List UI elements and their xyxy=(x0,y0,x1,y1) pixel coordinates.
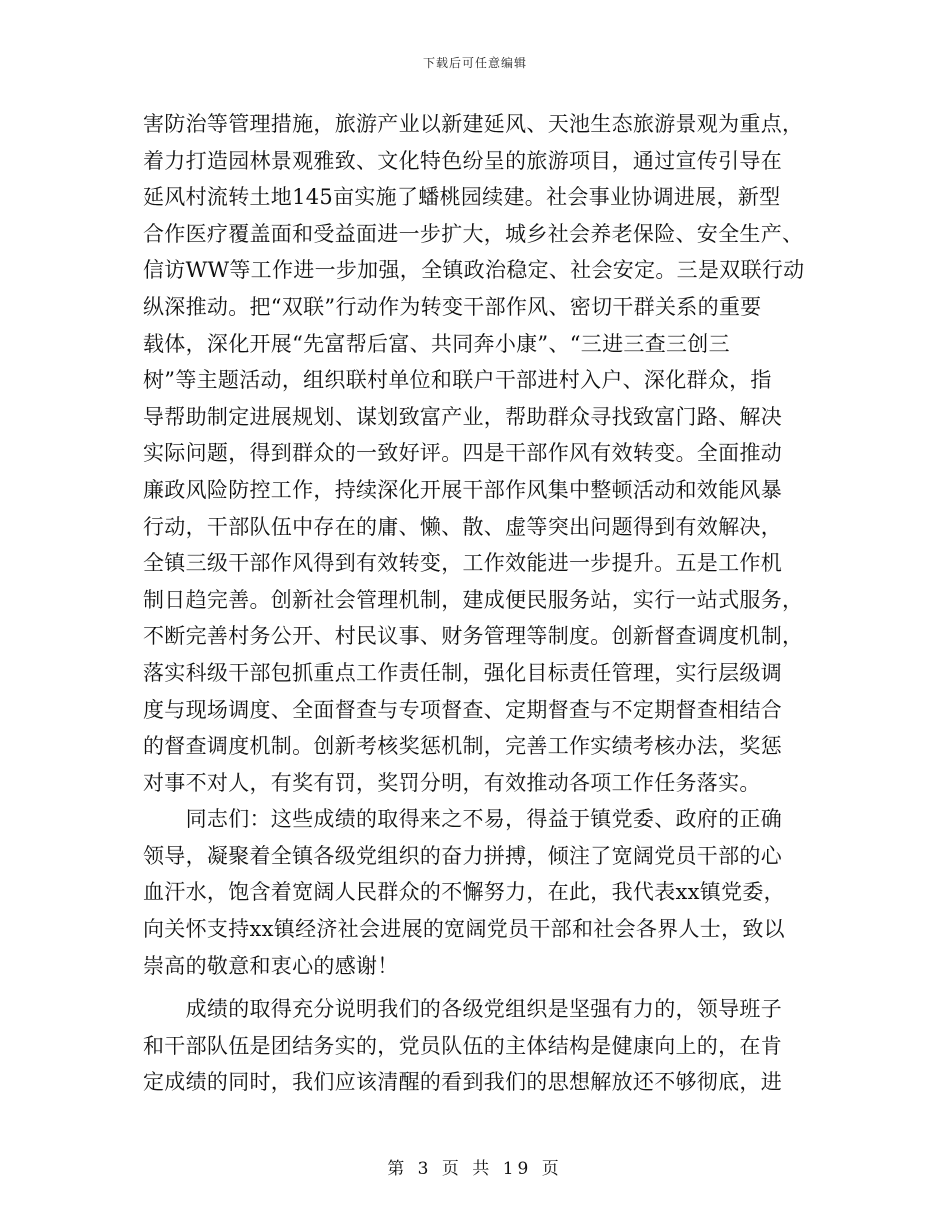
body-line: 害防治等管理措施，旅游产业以新建延风、天池生态旅游景观为重点， xyxy=(143,112,804,136)
page-number: 第 3 页 共 19 页 xyxy=(387,1159,563,1179)
body-line: 向关怀支持xx镇经济社会进展的宽阔党员干部和社会各界人士，致以 xyxy=(143,917,785,942)
body-line: 的督查调度机制。创新考核奖惩机制，完善工作实绩考核办法，奖惩 xyxy=(143,734,782,759)
body-line: 载体，深化开展“先富帮后富、共同奔小康”、“三进三查三创三 xyxy=(143,331,730,356)
body-line: 定成绩的同时，我们应该清醒的看到我们的思想解放还不够彻底，进 xyxy=(143,1070,782,1095)
body-line: 行动，干部队伍中存在的庸、懒、散、虚等突出问题得到有效解决， xyxy=(143,514,782,539)
body-line: 同志们：这些成绩的取得来之不易，得益于镇党委、政府的正确 xyxy=(143,807,782,832)
body-line: 和干部队伍是团结务实的，党员队伍的主体结构是健康向上的，在肯 xyxy=(143,1033,782,1058)
body-line: 延风村流转土地145亩实施了蟠桃园续建。社会事业协调进展，新型 xyxy=(143,185,781,210)
body-line: 成绩的取得充分说明我们的各级党组织是坚强有力的，领导班子 xyxy=(143,997,782,1022)
body-line: 血汗水，饱含着宽阔人民群众的不懈努力，在此，我代表xx镇党委， xyxy=(143,880,785,905)
document-body xyxy=(143,106,811,1101)
body-line: 信访WW等工作进一步加强，全镇政治稳定、社会安定。三是双联行动 xyxy=(143,258,805,283)
body-line: 全镇三级干部作风得到有效转变，工作效能进一步提升。五是工作机 xyxy=(143,551,782,576)
paragraph-gap xyxy=(143,984,811,991)
body-line: 崇高的敬意和衷心的感谢！ xyxy=(143,953,399,978)
body-line: 合作医疗覆盖面和受益面进一步扩大，城乡社会养老保险、安全生产、 xyxy=(143,221,804,246)
body-line: 不断完善村务公开、村民议事、财务管理等制度。创新督查调度机制， xyxy=(143,624,804,649)
body-line: 着力打造园林景观雅致、文化特色纷呈的旅游项目，通过宣传引导在 xyxy=(143,148,782,173)
body-line: 度与现场调度、全面督查与专项督查、定期督查与不定期督查相结合 xyxy=(143,697,782,722)
body-line: 领导，凝聚着全镇各级党组织的奋力拼搏，倾注了宽阔党员干部的心 xyxy=(143,843,782,868)
header-note: 下载后可任意编辑 xyxy=(422,56,527,70)
body-line: 对事不对人，有奖有罚，奖罚分明，有效推动各项工作任务落实。 xyxy=(143,770,761,795)
body-line: 导帮助制定进展规划、谋划致富产业，帮助群众寻找致富门路、解决 xyxy=(143,404,782,429)
body-line: 实际问题，得到群众的一致好评。四是干部作风有效转变。全面推动 xyxy=(143,441,782,466)
body-line: 树”等主题活动，组织联村单位和联户干部进村入户、深化群众，指 xyxy=(143,368,772,393)
body-line: 落实科级干部包抓重点工作责任制，强化目标责任管理，实行层级调 xyxy=(143,660,782,685)
body-line: 纵深推动。把“双联”行动作为转变干部作风、密切干群关系的重要 xyxy=(143,294,762,319)
body-line: 制日趋完善。创新社会管理机制，建成便民服务站，实行一站式服务， xyxy=(143,587,804,612)
body-line: 廉政风险防控工作，持续深化开展干部作风集中整顿活动和效能风暴 xyxy=(143,477,782,502)
